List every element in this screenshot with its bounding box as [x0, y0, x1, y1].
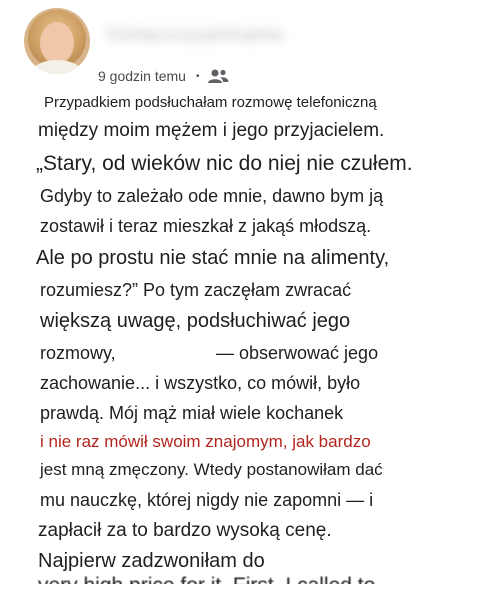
comment-line: jest mną zmęczony. Wtedy postanowiłam dać: [40, 460, 383, 479]
timestamp: 9 godzin temu: [98, 68, 186, 84]
avatar[interactable]: [24, 8, 90, 74]
comment-line: — obserwować jego: [216, 343, 379, 363]
comment-line: Przypadkiem podsłuchałam rozmowę telefoniczną: [44, 94, 377, 111]
comment-line-highlighted: i nie raz mówił swoim znajomym, jak bardzo: [40, 432, 371, 451]
comment-line: rozmowy,: [40, 343, 116, 363]
comment-line: zostawił i teraz mieszkał z jakąś młodszą.: [40, 216, 372, 236]
comment-line: między moim mężem i jego przyjacielem.: [38, 120, 385, 141]
comment-line: „Stary, od wieków nic do niej nie czułem.: [36, 152, 413, 175]
comment-line: Gdyby to zależało ode mnie, dawno bym ją: [40, 186, 384, 206]
separator-dot: •: [195, 70, 200, 82]
comment-line: większą uwagę, podsłuchiwać jego: [40, 310, 351, 332]
comment-line: mu nauczkę, której nigdy nie zapomni — i: [40, 490, 374, 510]
comment-line: Ale po prostu nie stać mnie na alimenty,: [36, 247, 390, 269]
comment-line: zapłacił za to bardzo wysoką cenę.: [38, 520, 332, 541]
comment-line: zachowanie... i wszystko, co mówił, było: [40, 373, 361, 393]
crop-edge: [0, 584, 500, 600]
comment-meta: [98, 66, 229, 86]
comment-line: rozumiesz?” Po tym zaczęłam zwracać: [40, 280, 352, 300]
author-name[interactable]: Yomeccusartname: [104, 24, 284, 46]
people-icon: [207, 68, 229, 84]
comment-line: prawdą. Mój mąż miał wiele kochanek: [40, 403, 344, 423]
comment-line: Najpierw zadzwoniłam do: [38, 550, 265, 572]
